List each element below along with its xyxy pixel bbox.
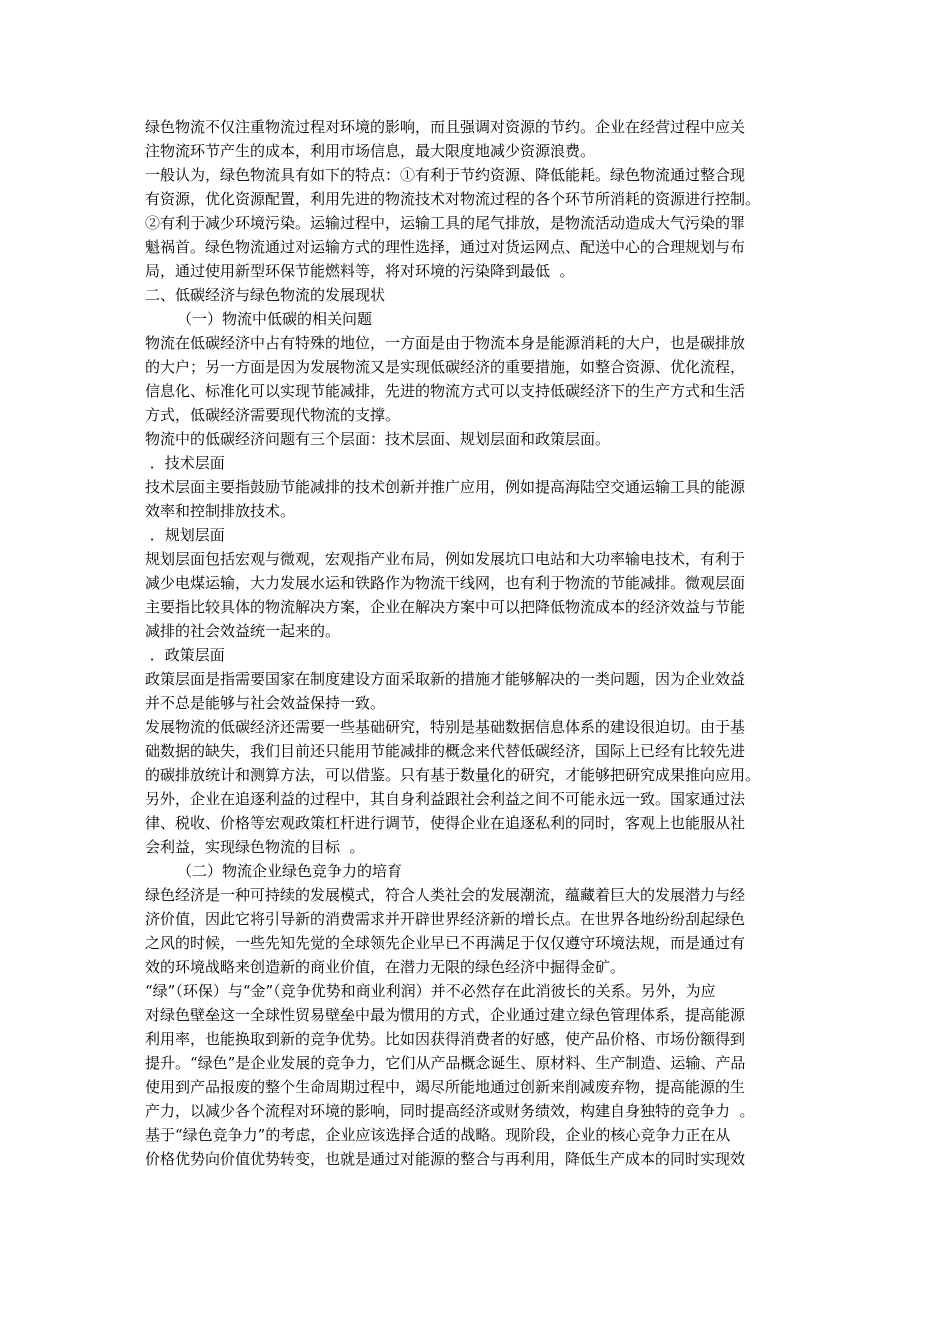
text-line: 价格优势向价值优势转变，也就是通过对能源的整合与再利用，降低生产成本的同时实现效 [145, 1150, 746, 1168]
text-line: 物流在低碳经济中占有特殊的地位，一方面是由于物流本身是能源消耗的大户，也是碳排放 [145, 334, 746, 352]
text-line: 之风的时候，一些先知先觉的全球领先企业早已不再满足于仅仅遵守环境法规，而是通过有 [145, 934, 746, 952]
section-heading: 二、低碳经济与绿色物流的发展现状 [145, 286, 386, 304]
list-item-heading: ．技术层面 [145, 454, 225, 472]
text-line: 减少电煤运输，大力发展水运和铁路作为物流干线网，也有利于物流的节能减排。微观层面 [145, 574, 746, 592]
text-line: 另外，企业在追逐利益的过程中，其自身利益跟社会利益之间不可能永远一致。国家通过法 [145, 790, 746, 808]
text-line: 效率和控制排放技术。 [145, 502, 296, 520]
text-line: 律、税收、价格等宏观政策杠杆进行调节，使得企业在追逐私利的同时，客观上也能服从社 [145, 814, 746, 832]
text-line: 基于“绿色竞争力”的考虑，企业应该选择合适的战略。现阶段，企业的核心竞争力正在从 [145, 1126, 731, 1144]
document-body [145, 115, 817, 1171]
text-line: “绿”（环保）与“金”（竞争优势和商业利润）并不必然存在此消彼长的关系。另外，为应 [145, 982, 716, 1000]
text-line: 的大户；另一方面是因为发展物流又是实现低碳经济的重要措施，如整合资源、优化流程， [145, 358, 746, 376]
text-line: ②有利于减少环境污染。运输过程中，运输工具的尾气排放，是物流活动造成大气污染的罪 [145, 214, 746, 232]
list-item-heading: ．规划层面 [145, 526, 225, 544]
text-line: 方式，低碳经济需要现代物流的支撑。 [145, 406, 401, 424]
text-line: 济价值，因此它将引导新的消费需求并开辟世界经济新的增长点。在世界各地纷纷刮起绿色 [145, 910, 746, 928]
text-line: 使用到产品报废的整个生命周期过程中，竭尽所能地通过创新来削减废弃物，提高能源的生 [145, 1078, 746, 1096]
text-line: 效的环境战略来创造新的商业价值，在潜力无限的绿色经济中掘得金矿。 [145, 958, 626, 976]
text-line: 发展物流的低碳经济还需要一些基础研究，特别是基础数据信息体系的建设很迫切。由于基 [145, 718, 746, 736]
text-line: 技术层面主要指鼓励节能减排的技术创新并推广应用，例如提高海陆空交通运输工具的能源 [145, 478, 746, 496]
subsection-heading: （二）物流企业绿色竞争力的培育 [177, 862, 403, 880]
subsection-heading: （一）物流中低碳的相关问题 [177, 310, 373, 328]
text-line: 绿色经济是一种可持续的发展模式，符合人类社会的发展潮流，蕴藏着巨大的发展潜力与经 [145, 886, 746, 904]
text-line: 主要指比较具体的物流解决方案，企业在解决方案中可以把降低物流成本的经济效益与节能 [145, 598, 746, 616]
text-line: 础数据的缺失，我们目前还只能用节能减排的概念来代替低碳经济，国际上已经有比较先进 [145, 742, 746, 760]
text-line: 魁祸首。绿色物流通过对运输方式的理性选择，通过对货运网点、配送中心的合理规划与布 [145, 238, 746, 256]
text-line: 信息化、标准化可以实现节能减排，先进的物流方式可以支持低碳经济下的生产方式和生活 [145, 382, 746, 400]
text-line: 物流中的低碳经济问题有三个层面：技术层面、规划层面和政策层面。 [145, 430, 611, 448]
text-line: 规划层面包括宏观与微观，宏观指产业布局，例如发展坑口电站和大功率输电技术，有利于 [145, 550, 746, 568]
text-line: 提升。“绿色”是企业发展的竞争力，它们从产品概念诞生、原材料、生产制造、运输、产品 [145, 1054, 746, 1072]
text-line: 的碳排放统计和测算方法，可以借鉴。只有基于数量化的研究，才能够把研究成果推向应用。 [145, 766, 761, 784]
text-line: 绿色物流不仅注重物流过程对环境的影响，而且强调对资源的节约。企业在经营过程中应关 [145, 118, 746, 136]
text-line: 对绿色壁垒这一全球性贸易壁垒中最为惯用的方式，企业通过建立绿色管理体系，提高能源 [145, 1006, 746, 1024]
text-line: 并不总是能够与社会效益保持一致。 [145, 694, 386, 712]
text-line: 政策层面是指需要国家在制度建设方面采取新的措施才能够解决的一类问题，因为企业效益 [145, 670, 746, 688]
text-line: 减排的社会效益统一起来的。 [145, 622, 341, 640]
text-line: 局，通过使用新型环保节能燃料等，将对环境的污染降到最低 。 [145, 262, 575, 280]
list-item-heading: ．政策层面 [145, 646, 225, 664]
text-line: 注物流环节产生的成本，利用市场信息，最大限度地减少资源浪费。 [145, 142, 596, 160]
text-line: 有资源，优化资源配置，利用先进的物流技术对物流过程的各个环节所消耗的资源进行控制。 [145, 190, 761, 208]
text-line: 一般认为，绿色物流具有如下的特点：①有利于节约资源、降低能耗。绿色物流通过整合现 [145, 166, 746, 184]
text-line: 产力，以减少各个流程对环境的影响，同时提高经济或财务绩效，构建自身独特的竞争力 。 [145, 1102, 755, 1120]
text-line: 利用率，也能换取到新的竞争优势。比如因获得消费者的好感，使产品价格、市场份额得到 [145, 1030, 746, 1048]
text-line: 会利益，实现绿色物流的目标 。 [145, 838, 365, 856]
